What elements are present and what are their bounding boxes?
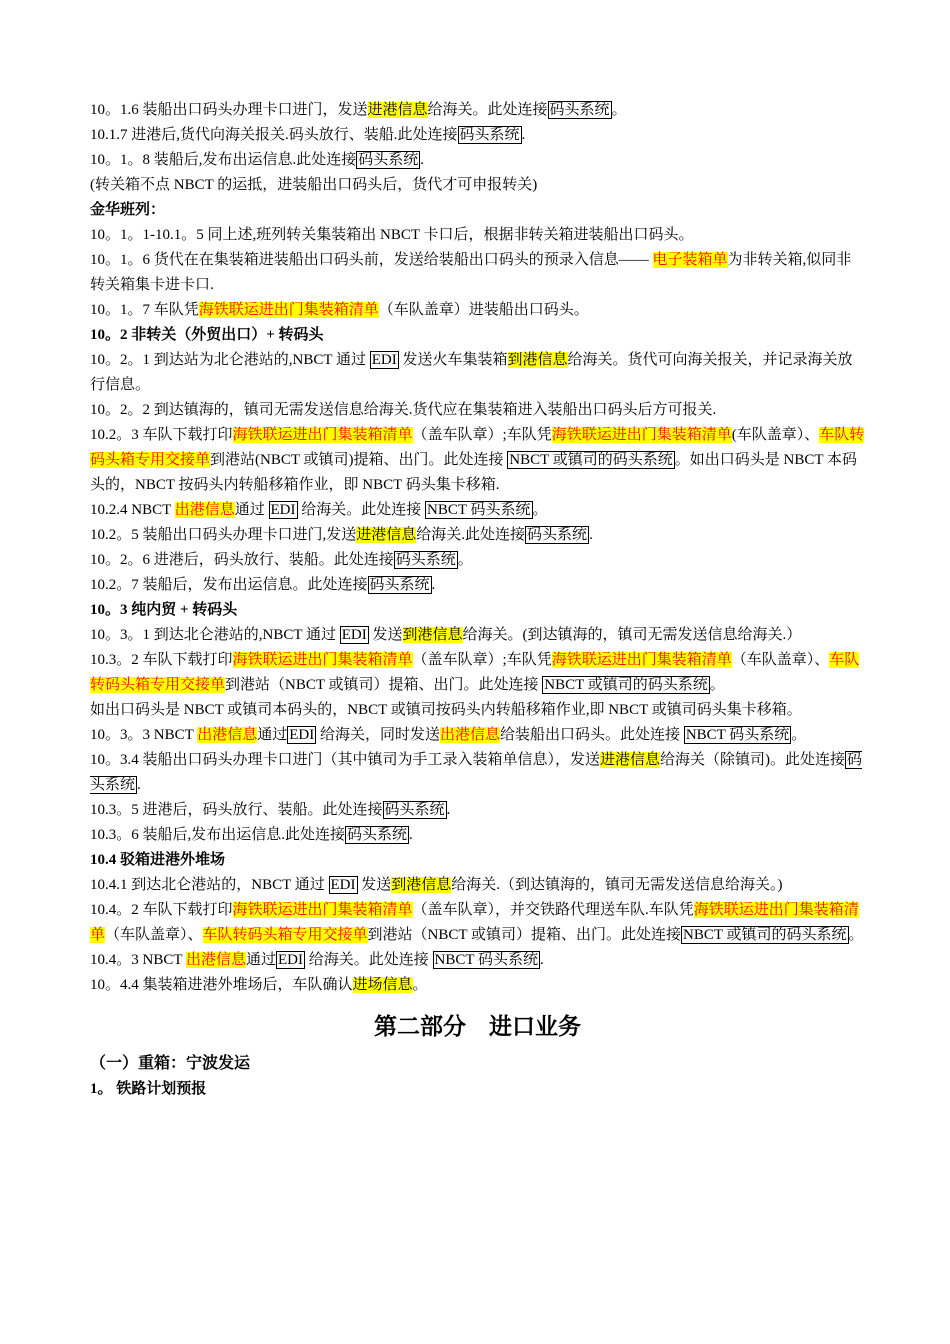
paragraph <box>90 898 865 948</box>
text-run: 10.4。3 NBCT <box>90 952 186 968</box>
text-run: 通过 <box>257 727 288 743</box>
paragraph <box>90 123 865 148</box>
highlighted-term: 进港信息 <box>600 752 661 768</box>
boxed-system-term: EDI <box>330 877 356 893</box>
section-heading <box>90 848 865 873</box>
text-run: 。 <box>611 102 627 118</box>
text-run: 10。1。8 装船后,发布出运信息.此处连接 <box>90 152 357 168</box>
boxed-system-term: 码头系统 <box>395 552 456 568</box>
boxed-system-term: NBCT 码头系统 <box>434 952 539 968</box>
highlighted-document-name: 车队转码头箱专用交接单 <box>90 427 865 468</box>
text-run: . <box>420 152 425 168</box>
text-run: 到港站（NBCT 或镇司）提箱、出门。此处连接 <box>225 677 543 693</box>
text-run: 。如出口码头是 NBCT 本码头的，NBCT 按码头内转船移箱作业，即 NBCT 码头集卡移箱. <box>90 452 857 493</box>
highlighted-document-name: 海铁联运进出门集装箱清单 <box>551 427 732 443</box>
text-run: 10。1。6 货代在在集装箱进装船出口码头前，发送给装船出口码头的预录入信息—— <box>90 252 653 268</box>
paragraph <box>90 298 865 323</box>
paragraph <box>90 973 865 998</box>
text-run: 给装船出口码头。此处连接 <box>500 727 684 743</box>
boxed-system-term: EDI <box>341 627 367 643</box>
text-run: 给海关，同时发送 <box>316 727 441 743</box>
text-run: 给海关。此处连接 <box>297 502 426 518</box>
boxed-system-term: NBCT 码头系统 <box>685 727 790 743</box>
paragraph <box>90 723 865 748</box>
text-run: 金华班列： <box>90 202 166 218</box>
text-run: 10。3。3 NBCT <box>90 727 198 743</box>
text-run: 10.4 驳箱进港外堆场 <box>90 852 226 868</box>
highlighted-term: 进港信息 <box>367 102 428 118</box>
text-run: 为非转关箱,似同非转关箱集卡进卡口. <box>90 252 852 293</box>
paragraph <box>90 98 865 123</box>
text-run: （车队盖章）进装船出口码头。 <box>378 302 589 318</box>
text-run: 10.2。3 车队下载打印 <box>90 427 233 443</box>
text-run: 如出口码头是 NBCT 或镇司本码头的，NBCT 或镇司按码头内转船移箱作业,即 NBCT 或镇司码头集卡移箱。 <box>90 702 802 718</box>
text-run: 10。2。2 到达镇海的，镇司无需发送信息给海关.货代应在集装箱进入装船出口码头后方可报关. <box>90 402 717 418</box>
text-run: 10。3 纯内贸 + 转码头 <box>90 602 238 618</box>
paragraph <box>90 498 865 523</box>
text-run: （盖车队章），并交铁路代理送车队.车队凭 <box>412 902 694 918</box>
paragraph <box>90 798 865 823</box>
boxed-system-term: 码头系统 <box>459 127 520 143</box>
text-run: 10。1.6 装船出口码头办理卡口进门，发送 <box>90 102 368 118</box>
text-run: 给海关。货代可向海关报关，并记录海关放行信息。 <box>90 352 853 393</box>
text-run: 10。2 非转关（外贸出口）+ 转码头 <box>90 327 324 343</box>
highlighted-term: 到港信息 <box>391 877 452 893</box>
text-run: 给海关。此处连接 <box>427 102 548 118</box>
paragraph-list <box>90 98 865 998</box>
highlighted-document-name: 海铁联运进出门集装箱清单 <box>232 902 413 918</box>
subsection-title: （一）重箱：宁波发运 <box>90 1055 251 1072</box>
text-run: 给海关.（到达镇海的，镇司无需发送信息给海关。) <box>451 877 783 893</box>
boxed-system-term: 码头系统 <box>549 102 610 118</box>
text-run: 10.3。2 车队下载打印 <box>90 652 233 668</box>
highlighted-document-name: 海铁联运进出门集装箱清单 <box>232 652 413 668</box>
text-run: . <box>540 952 544 968</box>
text-run: 10。1。7 车队凭 <box>90 302 199 318</box>
text-run: 10。4.4 集装箱进港外堆场后，车队确认 <box>90 977 353 993</box>
text-run: 10.4.1 到达北仑港站的，NBCT 通过 <box>90 877 329 893</box>
highlighted-document-name: 出港信息 <box>440 727 501 743</box>
boxed-system-term: NBCT 或镇司的码头系统 <box>544 677 708 693</box>
boxed-system-term: NBCT 码头系统 <box>427 502 531 518</box>
paragraph <box>90 148 865 173</box>
text-run: 。 <box>412 977 428 993</box>
text-run: 通过 <box>246 952 277 968</box>
text-run: 10。1。1-10.1。5 同上述,班列转关集装箱出 NBCT 卡口后，根据非转关箱进装船出口码头。 <box>90 227 694 243</box>
text-run: 发送 <box>368 627 403 643</box>
text-run: 10。2。1 到达站为北仑港站的,NBCT 通过 <box>90 352 370 368</box>
highlighted-document-name: 出港信息 <box>174 502 235 518</box>
highlighted-document-name: 出港信息 <box>185 952 246 968</box>
text-run: 10.3。6 装船后,发布出运信息.此处连接 <box>90 827 346 843</box>
boxed-system-term: NBCT 或镇司的码头系统 <box>509 452 673 468</box>
highlighted-document-name: 出港信息 <box>197 727 258 743</box>
text-run: 给海关。此处连接 <box>305 952 433 968</box>
text-run: 给海关（除镇司)。此处连接 <box>660 752 846 768</box>
text-run: 10.3。5 进港后，码头放行、装船。此处连接 <box>90 802 383 818</box>
text-run: 10。3。1 到达北仑港站的,NBCT 通过 <box>90 627 340 643</box>
paragraph <box>90 623 865 648</box>
paragraph <box>90 523 865 548</box>
text-run: 。 <box>457 552 473 568</box>
highlighted-document-name: 车队转码头箱专用交接单 <box>202 927 368 943</box>
text-run: 发送火车集装箱 <box>398 352 508 368</box>
highlighted-document-name: 车队转码头箱专用交接单 <box>90 652 860 693</box>
section-heading <box>90 323 865 348</box>
text-run: 。 <box>532 502 548 518</box>
text-run: 10。3.4 装船出口码头办理卡口进门（其中镇司为手工录入装箱单信息），发送 <box>90 752 601 768</box>
paragraph <box>90 548 865 573</box>
paragraph <box>90 698 865 723</box>
paragraph <box>90 873 865 898</box>
text-run: (转关箱不点 NBCT 的运抵，进装船出口码头后，货代才可申报转关) <box>90 177 538 193</box>
highlighted-document-name: 海铁联运进出门集装箱清单 <box>551 652 732 668</box>
text-run: 发送 <box>357 877 392 893</box>
boxed-system-term: 码头系统 <box>347 827 408 843</box>
boxed-system-term: NBCT 或镇司的码头系统 <box>683 927 847 943</box>
highlighted-document-name: 电子装箱单 <box>652 252 728 268</box>
text-run: 到港站（NBCT 或镇司）提箱、出门。此处连接 <box>367 927 682 943</box>
boxed-system-term: 码头系统 <box>369 577 430 593</box>
document-page <box>90 98 865 1102</box>
boxed-system-term: 码头系统 <box>527 527 588 543</box>
highlighted-term: 到港信息 <box>507 352 568 368</box>
text-run: 10.4。2 车队下载打印 <box>90 902 233 918</box>
highlighted-term: 到港信息 <box>402 627 463 643</box>
paragraph <box>90 823 865 848</box>
text-run: 。 <box>791 727 807 743</box>
text-run: 给海关.此处连接 <box>416 527 526 543</box>
boxed-system-term: 码头系统 <box>384 802 445 818</box>
text-run: （车队盖章）、 <box>731 652 830 668</box>
paragraph <box>90 173 865 198</box>
text-run: 。 <box>848 927 864 943</box>
boxed-system-term: EDI <box>278 952 304 968</box>
highlighted-document-name: 海铁联运进出门集装箱清单 <box>90 902 859 943</box>
text-run: . <box>446 802 451 818</box>
paragraph <box>90 648 865 698</box>
paragraph <box>90 223 865 248</box>
text-run: 10.1.7 进港后,货代向海关报关.码头放行、装船.此处连接 <box>90 127 458 143</box>
highlighted-document-name: 海铁联运进出门集装箱清单 <box>232 427 413 443</box>
boxed-system-term: 码头系统 <box>358 152 419 168</box>
item-title: 1。 铁路计划预报 <box>90 1081 207 1097</box>
text-run: 10.2。5 装船出口码头办理卡口进门,发送 <box>90 527 357 543</box>
boxed-system-term: EDI <box>289 727 315 743</box>
section-heading <box>90 598 865 623</box>
section-heading <box>90 198 865 223</box>
text-run: （盖车队章）;车队凭 <box>412 427 552 443</box>
boxed-system-term: 码头系统 <box>90 752 863 793</box>
section-title: 第二部分 进口业务 <box>374 1014 581 1039</box>
text-run: 10.2.4 NBCT <box>90 502 175 518</box>
highlighted-document-name: 海铁联运进出门集装箱清单 <box>198 302 379 318</box>
text-run: （车队盖章）、 <box>105 927 203 943</box>
text-run: 10.2。7 装船后，发布出运信息。此处连接 <box>90 577 368 593</box>
text-run: . <box>409 827 413 843</box>
paragraph <box>90 748 865 798</box>
text-run: . <box>137 777 141 793</box>
paragraph <box>90 348 865 398</box>
boxed-system-term: EDI <box>371 352 397 368</box>
text-run: 给海关。(到达镇海的，镇司无需发送信息给海关.） <box>462 627 802 643</box>
text-run: 。 <box>709 677 725 693</box>
boxed-system-term: EDI <box>270 502 296 518</box>
highlighted-term: 进港信息 <box>356 527 417 543</box>
text-run: . <box>589 527 593 543</box>
highlighted-term: 进场信息 <box>352 977 413 993</box>
text-run: （盖车队章）;车队凭 <box>412 652 552 668</box>
paragraph <box>90 423 865 498</box>
paragraph <box>90 248 865 298</box>
text-run: 通过 <box>234 502 269 518</box>
text-run: 到港站(NBCT 或镇司)提箱、出门。此处连接 <box>210 452 508 468</box>
text-run: . <box>521 127 526 143</box>
text-run: . <box>431 577 436 593</box>
text-run: (车队盖章）、 <box>731 427 820 443</box>
paragraph <box>90 398 865 423</box>
text-run: 10。2。6 进港后，码头放行、装船。此处连接 <box>90 552 394 568</box>
paragraph <box>90 573 865 598</box>
paragraph <box>90 948 865 973</box>
